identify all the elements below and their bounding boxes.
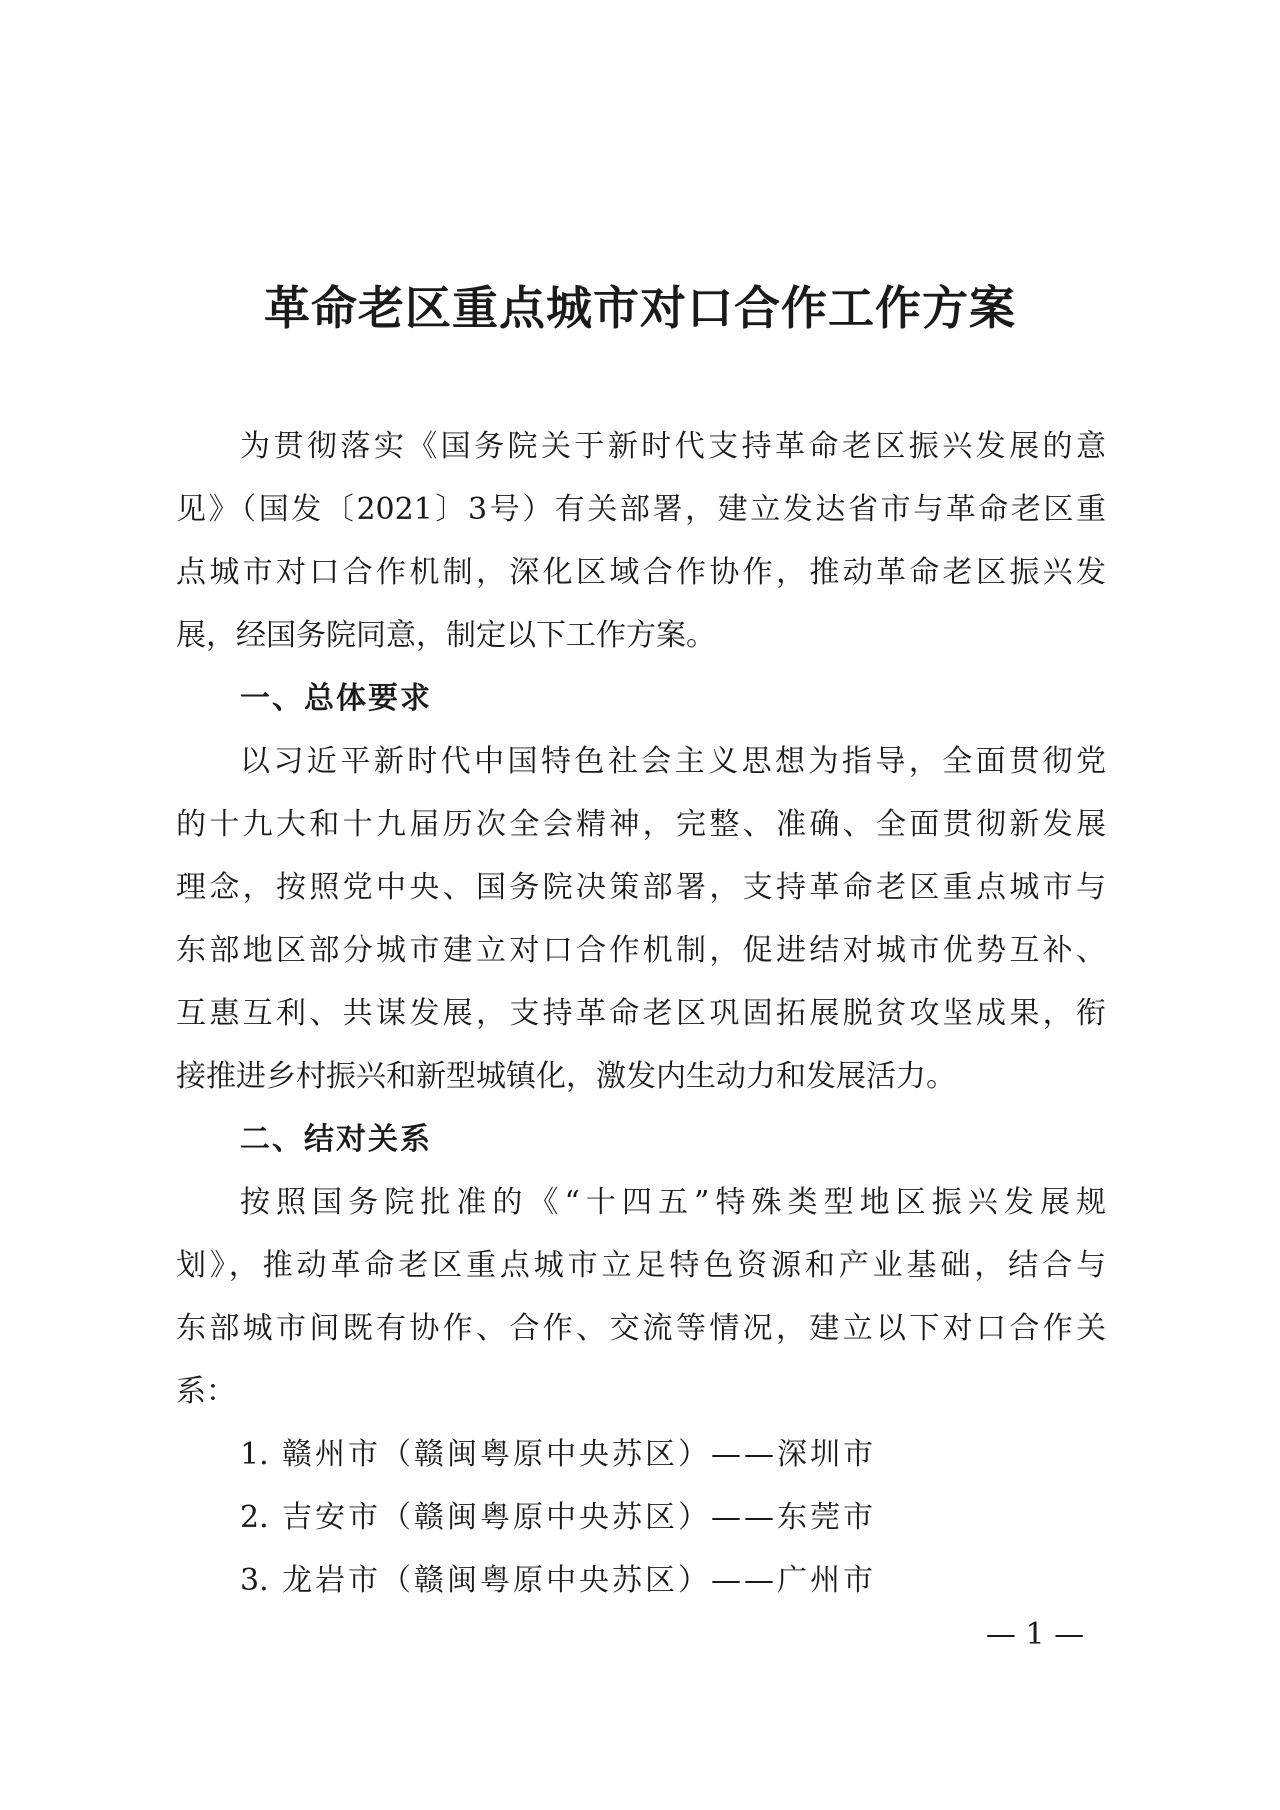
list-item: [176, 1423, 1106, 1486]
paragraph-line: 互惠互利、共谋发展，支持革命老区巩固拓展脱贫攻坚成果，衔: [176, 996, 1106, 1031]
list-item: [176, 1549, 1106, 1612]
paragraph-line: 接推进乡村振兴和新型城镇化，激发内生动力和发展活力。: [176, 1059, 956, 1094]
pairing-relations-paragraph: [176, 1171, 1106, 1423]
document-title: 革命老区重点城市对口合作工作方案: [264, 281, 1016, 335]
paragraph-line: 理念，按照党中央、国务院决策部署，支持革命老区重点城市与: [176, 870, 1106, 905]
list-item-text: 龙岩市（赣闽粤原中央苏区）——广州市: [282, 1563, 876, 1598]
section-heading-general-requirements: 一、总体要求: [240, 681, 432, 716]
paragraph-line: 的十九大和十九届历次全会精神，完整、准确、全面贯彻新发展: [176, 807, 1106, 842]
list-item-number: 2.: [240, 1500, 269, 1535]
paragraph-line: 以习近平新时代中国特色社会主义思想为指导，全面贯彻党: [240, 744, 1106, 779]
pairing-list: [176, 1423, 1106, 1612]
intro-paragraph: [176, 415, 1106, 667]
document-body: [176, 415, 1106, 1612]
paragraph-line: 为贯彻落实《国务院关于新时代支持革命老区振兴发展的意: [240, 429, 1106, 464]
paragraph-line: 东部地区部分城市建立对口合作机制，促进结对城市优势互补、: [176, 933, 1106, 968]
section-heading-pairing-relations: 二、结对关系: [240, 1122, 432, 1157]
paragraph-line: 展，经国务院同意，制定以下工作方案。: [176, 618, 716, 653]
list-item-text: 赣州市（赣闽粤原中央苏区）——深圳市: [282, 1437, 876, 1472]
list-item: [176, 1486, 1106, 1549]
paragraph-line: 点城市对口合作机制，深化区域合作协作，推动革命老区振兴发: [176, 555, 1106, 590]
page-number: — 1 —: [985, 1617, 1085, 1652]
paragraph-line: 按照国务院批准的《“十四五”特殊类型地区振兴发展规: [240, 1185, 1106, 1220]
general-requirements-paragraph: [176, 730, 1106, 1108]
paragraph-line: 系：: [176, 1374, 236, 1409]
list-item-number: 3.: [240, 1563, 269, 1598]
list-item-text: 吉安市（赣闽粤原中央苏区）——东莞市: [282, 1500, 876, 1535]
list-item-number: 1.: [240, 1437, 269, 1472]
paragraph-line: 东部城市间既有协作、合作、交流等情况，建立以下对口合作关: [176, 1311, 1106, 1346]
paragraph-line: 划》，推动革命老区重点城市立足特色资源和产业基础，结合与: [176, 1248, 1106, 1283]
paragraph-line: 见》（国发〔2021〕3号）有关部署，建立发达省市与革命老区重: [176, 492, 1106, 527]
